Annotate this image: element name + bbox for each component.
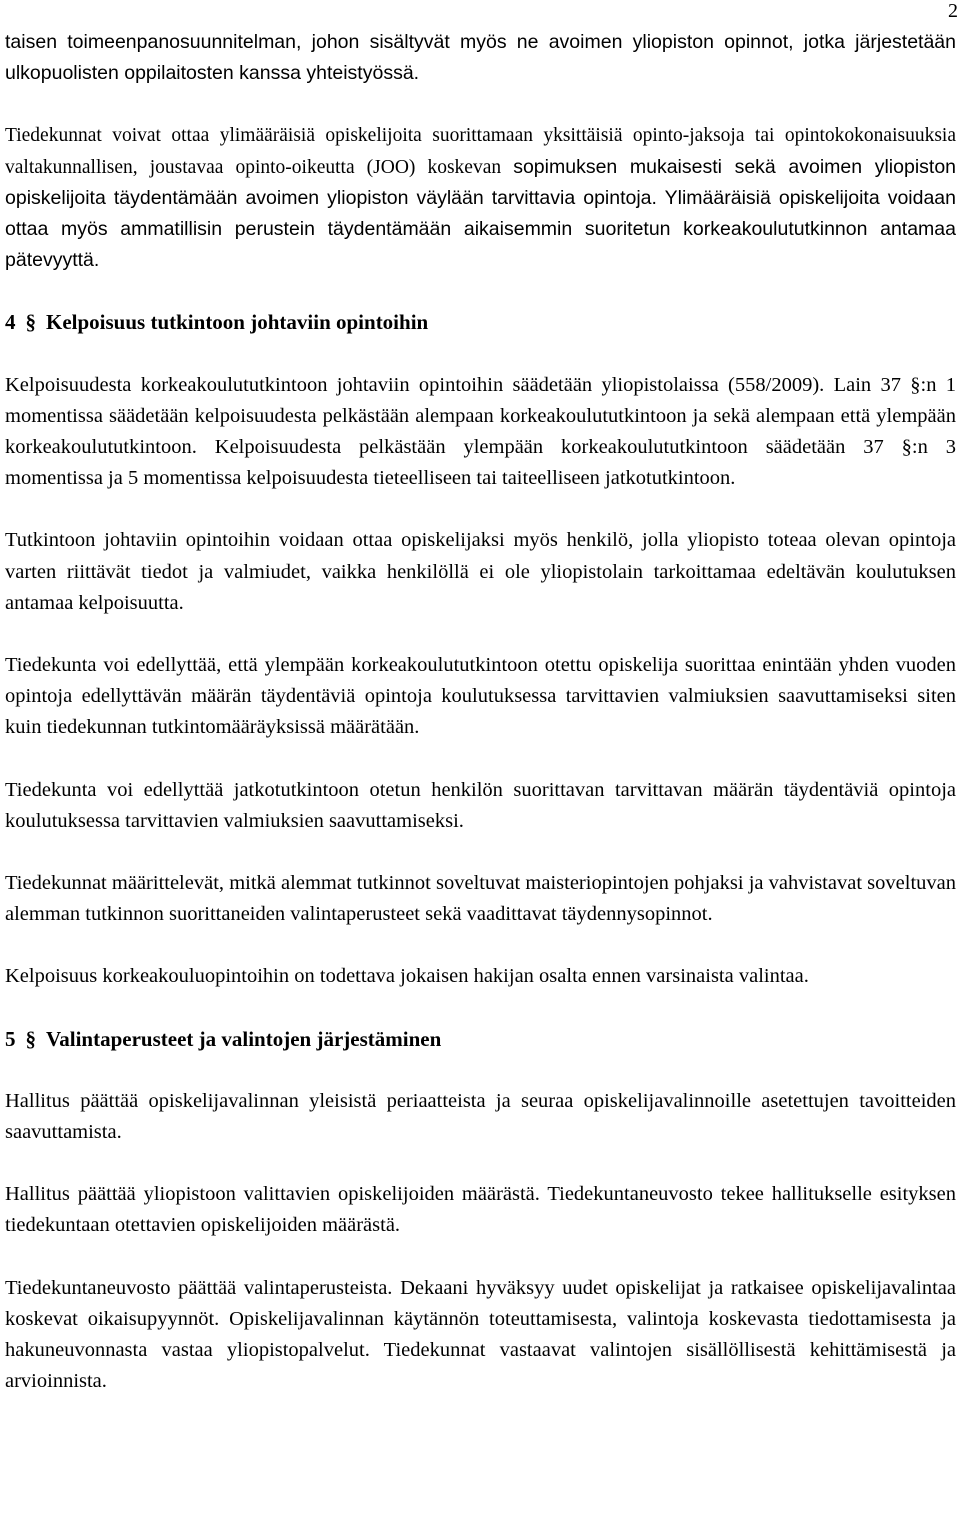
paragraph-eligibility-law: Kelpoisuudesta korkeakoulututkintoon johtaviin opintoihin säädetään yliopistolaissa (558/2009). Lain 37 §:n 1 momentissa säädetään kelpoisuudesta pelkästään alempaan korkeakoulututkintoon ja sekä alempaan että ylempään korkeakoulututkintoon. Kelpoisuudesta pelkästään ylempään korkeakoulututkintoon säädetään 37 §:n 3 momentissa ja 5 momentissa kelpoisuudesta tieteelliseen tai taiteelliseen jatkotutkintoon.: [5, 373, 956, 490]
paragraph-board-principles: Hallitus päättää opiskelijavalinnan yleisistä periaatteista ja seuraa opiskelijavalinnoille asetettujen tavoitteiden saavuttamista.: [5, 1089, 956, 1144]
paragraph-continuation: taisen toimeenpanosuunnitelman, johon sisältyvät myös ne avoimen yliopiston opinnot, jotka järjestetään ulkopuolisten oppilaitosten kanssa yhteistyössä.: [5, 31, 956, 85]
section-symbol: §: [25, 1026, 36, 1051]
paragraph-eligibility-other: Tutkintoon johtaviin opintoihin voidaan ottaa opiskelijaksi myös henkilö, jolla yliopisto toteaa olevan opintoja varten riittävät tiedot ja valmiudet, vaikka henkilöllä ei ole yliopistolain tarkoittamaa edeltävän koulutuksen antamaa kelpoisuutta.: [5, 529, 956, 614]
paragraph-supplementary-masters: Tiedekunta voi edellyttää, että ylempään korkeakoulututkintoon otettu opiskelija suorittaa enintään yhden vuoden opintoja edellyttävän määrän täydentäviä opintoja koulutuksessa tarvittavien valmiuksien saavuttamiseksi siten kuin tiedekunnan tutkintomääräyksissä määrätään.: [5, 654, 956, 739]
section-5-title: Valintaperusteet ja valintojen järjestäminen: [46, 1026, 442, 1051]
paragraph-additional-students-part2: sopimuksen mukaisesti sekä avoimen yliopiston opiskelijoita täydentämään avoimen yliopiston väylään tarvittavia opintoja. Ylimääräisiä opiskelijoita voidaan ottaa myös ammatillisin perustein täydentämään aikaisemmin suoritetun korkeakoulututkinnon antamaa pätevyyttä.: [5, 155, 957, 272]
section-4-heading: [5, 307, 956, 338]
section-symbol: §: [25, 310, 36, 335]
page-number: 2: [948, 0, 958, 22]
paragraph-supplementary-postgraduate: Tiedekunta voi edellyttää jatkotutkintoon otetun henkilön suorittavan tarvittavan määrän täydentäviä opintoja koulutuksessa tarvittavien valmiuksien saavuttamiseksi.: [5, 778, 956, 832]
paragraph-faculty-council: Tiedekuntaneuvosto päättää valintaperusteista. Dekaani hyväksyy uudet opiskelijat ja ratkaisee opiskelijavalintaa koskevat oikaisupyynnöt. Opiskelijavalinnan käytännön toteuttamisesta, valintoja koskevasta tiedottamisesta ja hakuneuvonnasta vastaa yliopistopalvelut. Tiedekunnat vastaavat valintojen sisällöllisestä kehittämisestä ja arvioinnista.: [5, 1276, 956, 1393]
paragraph-eligibility-check: Kelpoisuus korkeakouluopintoihin on todettava jokaisen hakijan osalta ennen varsinaista valintaa.: [5, 965, 809, 988]
paragraph-board-student-count: Hallitus päättää yliopistoon valittavien opiskelijoiden määrästä. Tiedekuntaneuvosto tekee hallitukselle esityksen tiedekuntaan otettavien opiskelijoiden määrästä.: [5, 1183, 956, 1237]
paragraph-lower-degrees: Tiedekunnat määrittelevät, mitkä alemmat tutkinnot soveltuvat maisteriopintojen pohjaksi ja vahvistavat soveltuvan alemman tutkinnon suorittaneiden valintaperusteet sekä vaadittavat täydennysopinnot.: [5, 872, 956, 926]
paragraph-additional-students-part1: Tiedekunnat voivat ottaa ylimääräisiä opiskelijoita suorittamaan yksittäisiä opinto-jaksoja tai opintokokonaisuuksia valtakunnallisen, joustavaa opinto-oikeutta (JOO) koskevan: [5, 125, 956, 178]
document-body: [5, 27, 956, 1398]
paragraph-additional-students: [5, 120, 956, 276]
section-4-number: 4: [5, 310, 16, 335]
section-5-heading: [5, 1024, 956, 1055]
section-5-number: 5: [5, 1026, 16, 1051]
section-4-title: Kelpoisuus tutkintoon johtaviin opintoihin: [46, 310, 429, 335]
